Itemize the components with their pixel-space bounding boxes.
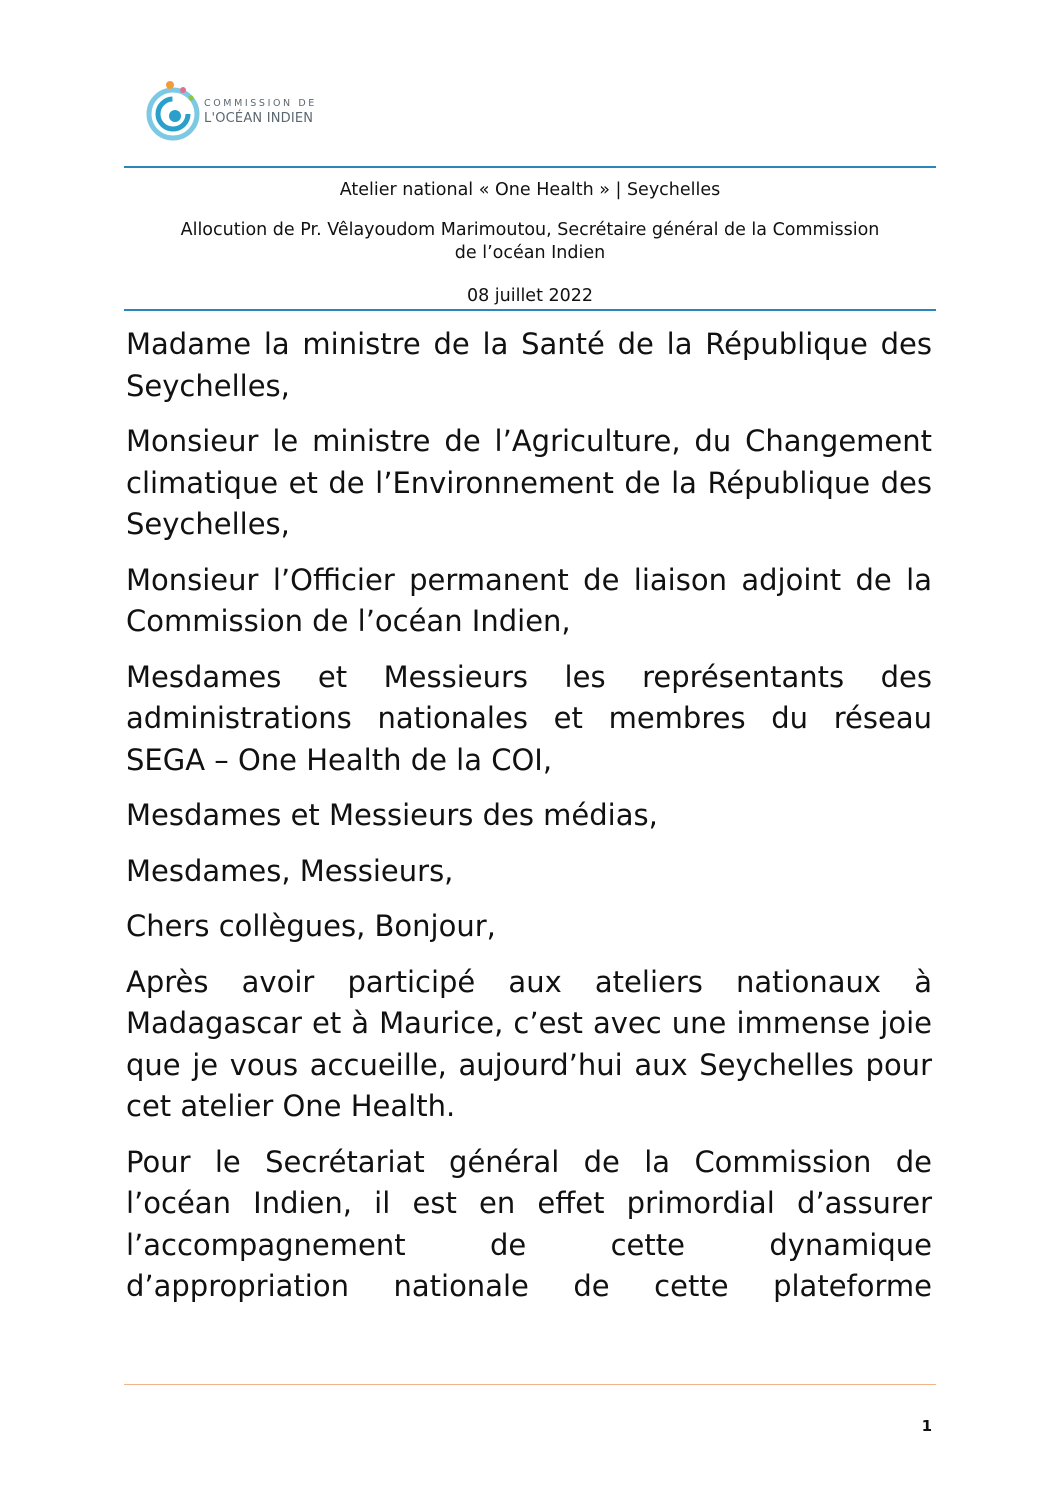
speech-attribution xyxy=(124,219,936,265)
footer-rule xyxy=(124,1384,936,1385)
salutation-paragraph: Monsieur l’Officier permanent de liaison adjoint de la Commission de l’océan Indien, xyxy=(126,562,932,638)
header-top-rule xyxy=(124,166,936,168)
speech-attribution-line-2: de l’océan Indien xyxy=(454,243,606,263)
body-paragraph: Après avoir participé aux ateliers nationaux à Madagascar et à Maurice, c’est avec une immense joie que je vous accueille, aujourd’hui aux Seychelles pour cet atelier One Health. xyxy=(126,964,932,1123)
salutation-paragraph: Madame la ministre de la Santé de la République des Seychelles, xyxy=(126,327,932,403)
body-paragraph: Pour le Secrétariat général de la Commission de l’océan Indien, il est en effet primordial d’assurer l’accompagnement de cette dynamique d’appropriation nationale de cette plateforme xyxy=(126,1144,932,1303)
speech-attribution-line-1: Allocution de Pr. Vêlayoudom Marimoutou, Secrétaire général de la Commission xyxy=(180,220,880,240)
header-bottom-rule xyxy=(124,309,936,311)
salutation-paragraph: Mesdames et Messieurs des médias, xyxy=(126,798,658,832)
logo-wordmark xyxy=(204,99,317,125)
logo-line-2: L'OCÉAN INDIEN xyxy=(204,110,314,126)
event-title: Atelier national « One Health » | Seychelles xyxy=(339,180,721,200)
coi-logo-icon xyxy=(146,80,202,144)
salutation-paragraph: Chers collègues, Bonjour, xyxy=(126,909,496,943)
salutation-paragraph: Mesdames et Messieurs les représentants des administrations nationales et membres du réseau SEGA – One Health de la COI, xyxy=(126,659,932,777)
salutation-paragraph: Monsieur le ministre de l’Agriculture, du Changement climatique et de l’Environnement de la République des Seychelles, xyxy=(126,424,932,541)
page-number: 1 xyxy=(921,1417,932,1435)
salutation-paragraph: Mesdames, Messieurs, xyxy=(126,853,454,888)
logo-line-1: COMMISSION DE xyxy=(204,98,317,109)
coi-logo xyxy=(146,80,346,144)
speech-date: 08 juillet 2022 xyxy=(466,286,594,306)
speech-body xyxy=(126,324,932,1322)
